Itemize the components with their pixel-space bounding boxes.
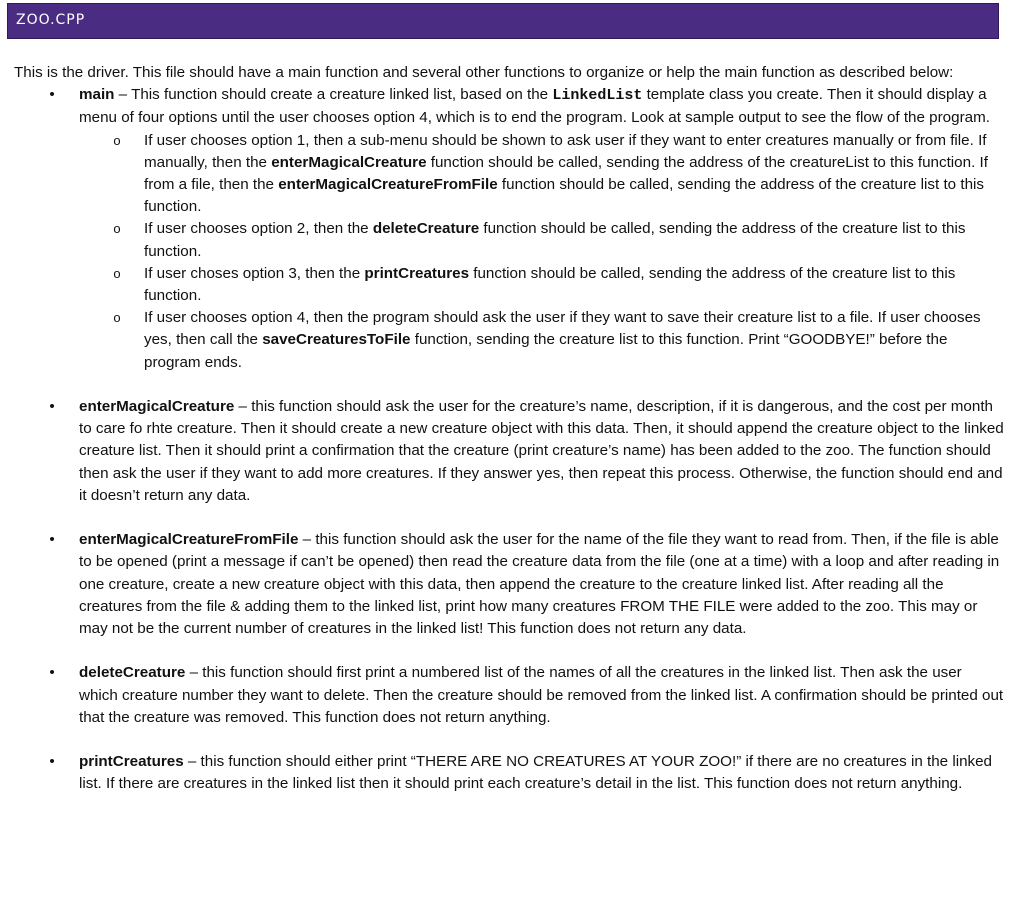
list-item-delete-creature [14,662,1004,729]
sub-text: function should be called, sending the address of the creatureList to this function. If from a file, then the [144,153,988,194]
main-text-2: template class you create. Then it should display a menu of four options until the user chooses option 4, which is to end the program. Look at sample output to see the flow of the program. [79,86,990,127]
function-name: enterMagicalCreature [79,398,235,416]
main-text-1: – This function should create a creature linked list, based on the [114,86,553,104]
sub-item-option-2 [79,218,1004,262]
bullet-icon: • [49,398,55,416]
main-sub-list [79,130,1004,374]
sub-text: function should be called, sending the address of the creature list to this function. [144,264,956,305]
sub-text: function, sending the creature list to this function. Print “GOODBYE!” before the program ends. [144,331,948,371]
function-description: – this function should ask the user for the creature’s name, description, if it is dangerous, and the cost per month to care fo rhte creature. Then it should create a new creature object with this data. Then, it should append the creature object to the linked creature list. Then it should print a confirmation that the creature (print creature’s name) has been added to the zoo. The function should then ask the user if they want to add more creatures. If they answer yes, then repeat this process. Otherwise, the function should end and it doesn’t return any data. [79,398,1004,504]
section-title: ZOO.CPP [16,12,86,28]
sub-bold: enterMagicalCreature [271,153,427,171]
sub-text: If user chooses option 4, then the program should ask the user if they want to save their creature list to a file. If user chooses yes, then call the [144,309,981,349]
sub-bold: enterMagicalCreatureFromFile [278,176,498,194]
function-list [14,84,1004,795]
function-name-main: main [79,86,115,104]
code-linkedlist: LinkedList [552,87,643,105]
document-body [14,62,1004,796]
list-item-enter-magical-creature [14,396,1004,507]
sub-text: function should be called, sending the address of the creature list to this function. [144,220,966,260]
sub-bullet-icon: o [113,221,121,237]
function-description: – this function should ask the user for the name of the file they want to read from. Then, if the file is able to be opened (print a message if can’t be opened) then read the creature data from the file (one at a time) with a loop and after reading in one creature, create a new creature object with this data, then append the creature to the creature linked list. After reading all the creatures from the file & adding them to the linked list, print how many creatures FROM THE FILE were added to the zoo. This may or may not be the current number of creatures in the linked list! This function does not return any data. [79,531,1000,638]
bullet-icon: • [49,86,55,104]
sub-bullet-icon: o [113,265,121,281]
sub-text: If user chooses option 2, then the [144,220,373,238]
function-description: – this function should either print “THERE ARE NO CREATURES AT YOUR ZOO!” if there are no creatures in the linked list. If there are creatures in the linked list then it should print each creature’s detail in the list. This function does not return anything. [79,753,993,793]
sub-item-option-1 [79,130,1004,219]
sub-bold: saveCreaturesToFile [262,331,411,349]
bullet-icon: • [49,753,55,771]
sub-bullet-icon: o [113,310,121,326]
function-name: printCreatures [79,753,184,771]
function-description: – this function should first print a numbered list of the names of all the creatures in the linked list. Then ask the user which creature number they want to delete. Then the creature should be removed from the linked list. A confirmation should be printed out that the creature was removed. This function does not return anything. [79,664,1004,726]
sub-text: function should be called, sending the address of the creature list to this function. [144,176,984,216]
sub-item-option-3 [79,263,1004,307]
function-name: deleteCreature [79,664,186,682]
sub-text: If user choses option 3, then the [144,264,365,282]
sub-item-option-4 [79,307,1004,374]
list-item-main [14,84,1004,374]
section-header [7,3,999,39]
sub-bullet-icon: o [113,132,121,148]
sub-text: If user chooses option 1, then a sub-menu should be shown to ask user if they want to enter creatures manually or from file. If manually, then the [144,131,987,171]
bullet-icon: • [49,664,55,682]
list-item-enter-magical-creature-from-file [14,529,1004,640]
sub-bold: deleteCreature [372,220,480,238]
sub-bold: printCreatures [364,264,470,282]
bullet-icon: • [49,531,55,549]
list-item-print-creatures [14,751,1004,795]
function-name: enterMagicalCreatureFromFile [79,531,299,549]
intro-paragraph: This is the driver. This file should have a main function and several other functions to organize or help the main function as described below: [14,64,954,81]
